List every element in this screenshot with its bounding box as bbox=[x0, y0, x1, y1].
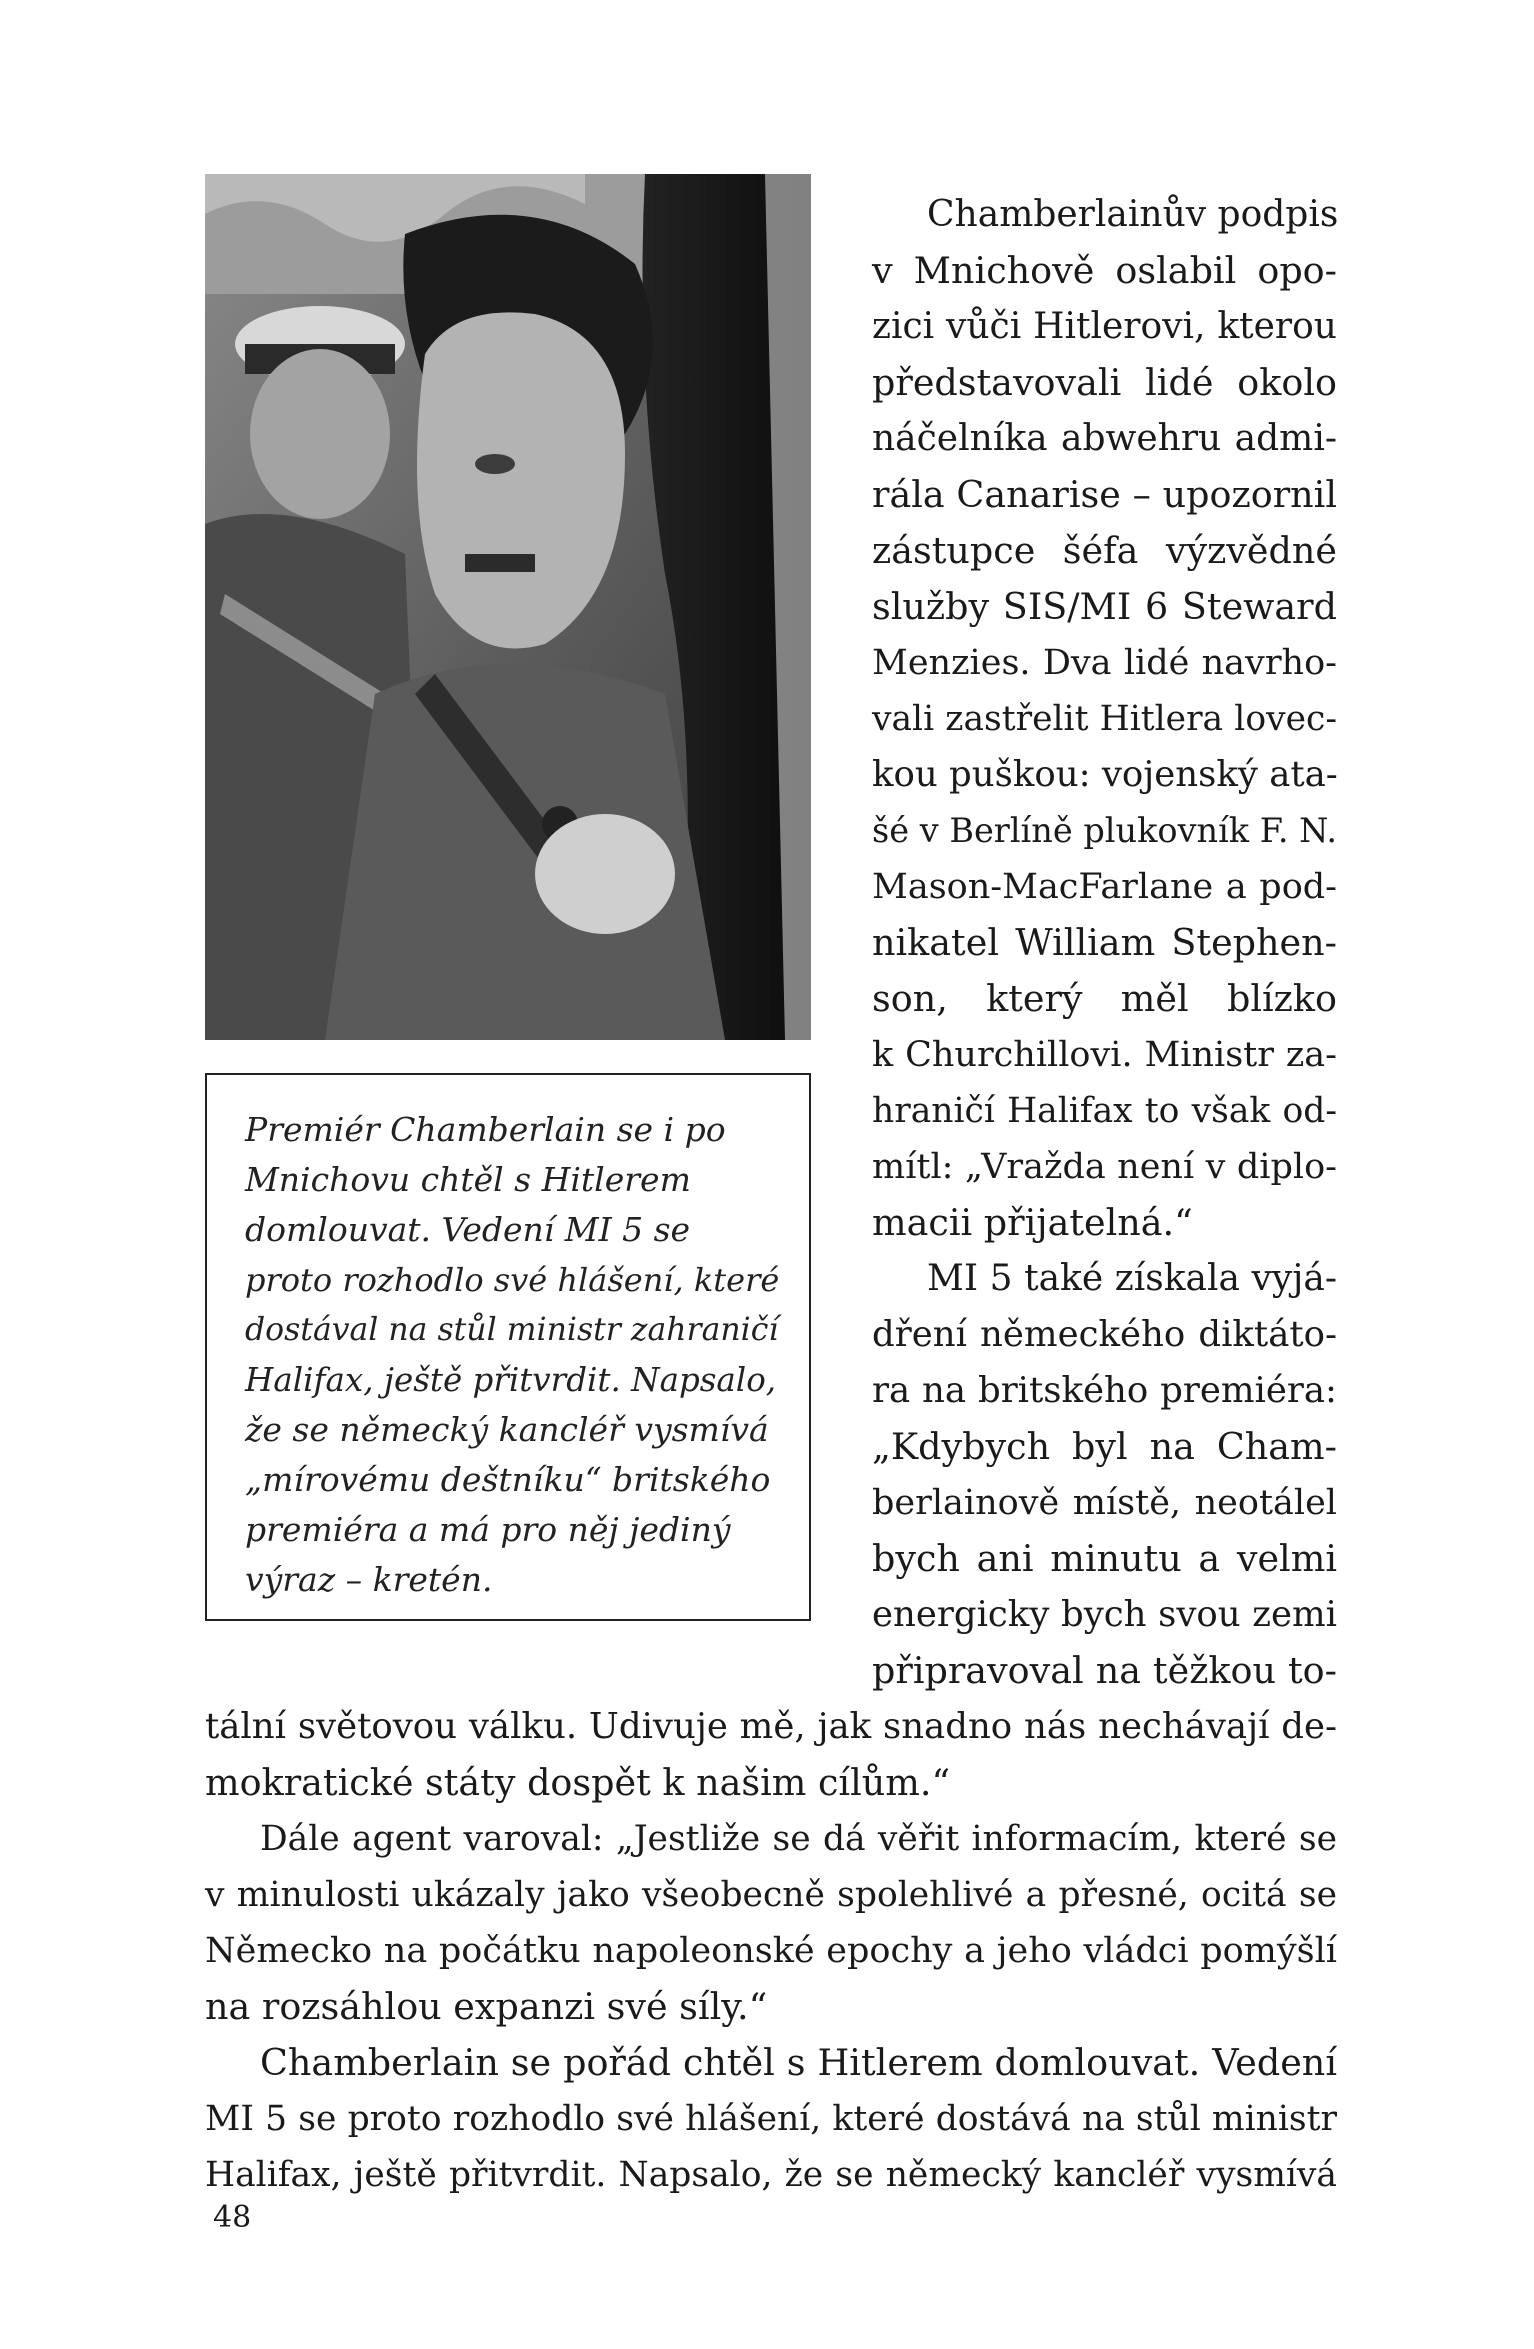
body-line: nikatel William Stephen- bbox=[872, 921, 1337, 964]
caption-line: výraz – kretén. bbox=[245, 1560, 493, 1599]
body-line: dření německého diktáto- bbox=[872, 1314, 1337, 1355]
body-line: macii přijatelná.“ bbox=[872, 1201, 1193, 1244]
body-line: náčelníka abwehru admi- bbox=[872, 418, 1337, 459]
page-number: 48 bbox=[213, 2200, 252, 2235]
body-line: tální světovou válku. Udivuje mě, jak snadno nás nechávají de- bbox=[205, 1706, 1337, 1747]
body-line: ra na britského premiéra: bbox=[872, 1370, 1337, 1411]
body-line: představovali lidé okolo bbox=[872, 361, 1337, 404]
caption-line: domlouvat. Vedení MI 5 se bbox=[245, 1210, 691, 1249]
body-line: mítl: „Vražda není v diplo- bbox=[872, 1147, 1337, 1187]
body-line: na rozsáhlou expanzi své síly.“ bbox=[205, 1985, 768, 2028]
body-line: vali zastřelit Hitlera lovec- bbox=[872, 699, 1337, 739]
body-line: rála Canarise – upozornil bbox=[872, 473, 1337, 516]
caption-line: „mírovému deštníku“ britského bbox=[245, 1460, 771, 1499]
body-line: šé v Berlíně plukovník F. N. bbox=[872, 811, 1337, 850]
body-line: berlainově místě, neotálel bbox=[872, 1483, 1337, 1523]
body-line: k Churchillovi. Ministr za- bbox=[872, 1035, 1337, 1075]
caption-line: dostával na stůl ministr zahraničí bbox=[245, 1312, 779, 1348]
body-line: Menzies. Dva lidé navrho- bbox=[872, 643, 1337, 683]
photo-caption bbox=[205, 1073, 811, 1621]
caption-line: premiéra a má pro něj jediný bbox=[245, 1510, 731, 1549]
body-line: služby SIS/MI 6 Steward bbox=[872, 585, 1337, 628]
body-line: „Kdybych byl na Cham- bbox=[872, 1425, 1337, 1468]
body-line: energicky bych svou zemi bbox=[872, 1594, 1337, 1635]
body-line: bych ani minutu a velmi bbox=[872, 1537, 1337, 1580]
body-line: v minulosti ukázaly jako všeobecně spolehlivé a přesné, ocitá se bbox=[205, 1875, 1337, 1915]
body-line: v Mnichově oslabil opo- bbox=[872, 249, 1337, 292]
body-line: MI 5 také získala vyjá- bbox=[927, 1258, 1337, 1299]
caption-line: proto rozhodlo své hlášení, které bbox=[245, 1261, 780, 1299]
body-line: Dále agent varoval: „Jestliže se dá věřit informacím, které se bbox=[260, 1819, 1337, 1859]
body-line: kou puškou: vojenský ata- bbox=[872, 754, 1338, 795]
caption-line: Premiér Chamberlain se i po bbox=[245, 1110, 726, 1149]
body-line: Německo na počátku napoleonské epochy a jeho vládci pomýšlí bbox=[205, 1931, 1337, 1971]
caption-line: Mnichovu chtěl s Hitlerem bbox=[245, 1160, 691, 1199]
body-line: Halifax, ještě přitvrdit. Napsalo, že se německý kancléř vysmívá bbox=[205, 2155, 1337, 2195]
body-line: zástupce šéfa výzvědné bbox=[872, 529, 1337, 572]
body-line: zici vůči Hitlerovi, kterou bbox=[872, 306, 1337, 347]
body-line: připravoval na těžkou to- bbox=[872, 1649, 1337, 1692]
portrait-photo-icon bbox=[205, 174, 811, 1040]
body-line: Mason-MacFarlane a pod- bbox=[872, 867, 1337, 907]
body-line: hraničí Halifax to však od- bbox=[872, 1091, 1337, 1131]
historical-photo bbox=[205, 174, 811, 1040]
body-line: mokratické státy dospět k našim cílům.“ bbox=[205, 1761, 951, 1804]
caption-line: Halifax, ještě přitvrdit. Napsalo, bbox=[245, 1361, 777, 1399]
body-line: Chamberlainův podpis bbox=[927, 194, 1339, 235]
body-line: Chamberlain se pořád chtěl s Hitlerem domlouvat. Vedení bbox=[260, 2041, 1337, 2084]
caption-line: že se německý kancléř vysmívá bbox=[245, 1410, 769, 1449]
body-line: son, který měl blízko bbox=[872, 977, 1337, 1020]
body-line: MI 5 se proto rozhodlo své hlášení, které dostává na stůl ministr bbox=[205, 2099, 1337, 2139]
